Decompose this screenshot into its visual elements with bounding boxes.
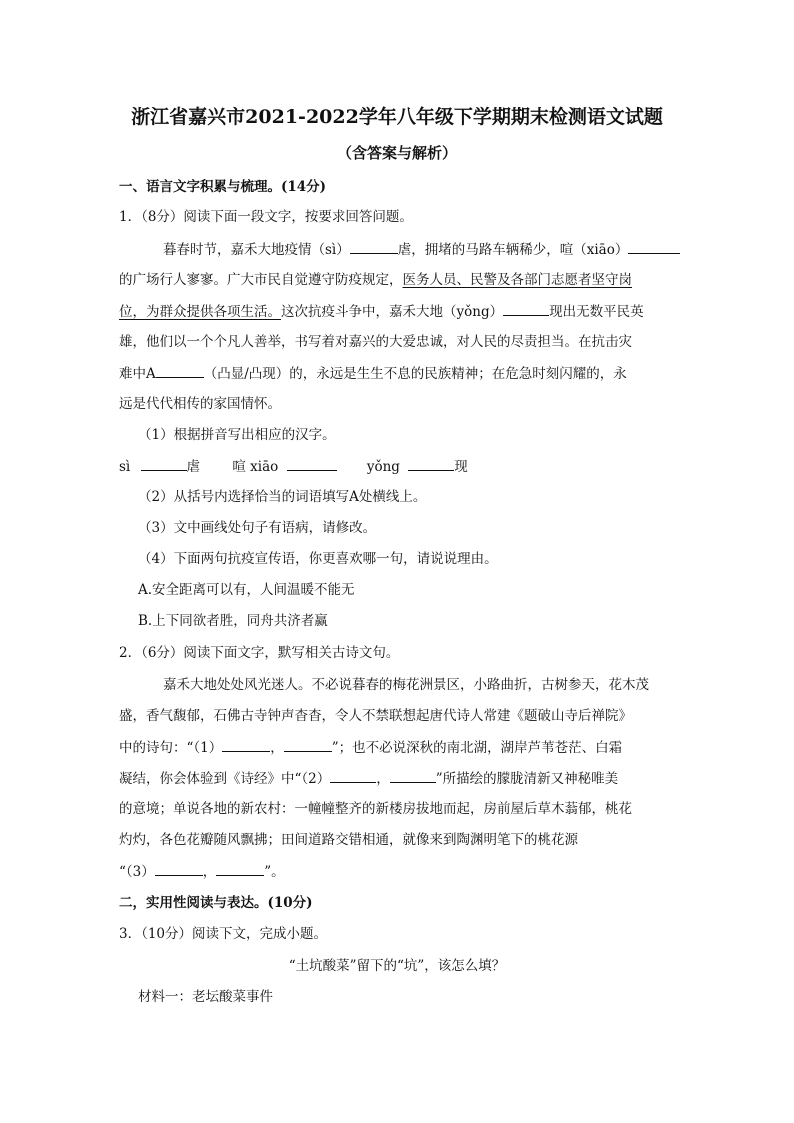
q2-text: ， xyxy=(202,864,217,880)
q2-text: 中的诗句：“（1） xyxy=(119,740,223,756)
answer-blank[interactable] xyxy=(330,768,376,783)
q1-text: 难中A xyxy=(119,366,156,382)
answer-blank[interactable] xyxy=(216,861,264,876)
answer-blank[interactable] xyxy=(350,239,398,254)
section-1-heading: 一、语言文字积累与梳理。(14分) xyxy=(119,179,327,195)
question-1-heading: 1．（8分）阅读下面一段文字，按要求回答问题。 xyxy=(119,209,413,225)
question-3-heading: 3．（10分）阅读下文，完成小题。 xyxy=(119,926,328,942)
answer-blank-a[interactable] xyxy=(156,363,204,378)
q2-passage-line-7 xyxy=(119,861,285,882)
q1-sub-question-2: （2）从括号内选择恰当的词语填写A处横线上。 xyxy=(138,489,427,505)
q1-text: 现 xyxy=(454,459,468,475)
q2-passage-line-1: 嘉禾大地处处风光迷人。不必说暮春的梅花洲景区，小路曲折，古树参天，花木茂 xyxy=(163,677,649,693)
option-b: B.上下同欲者胜，同舟共济者赢 xyxy=(138,613,328,629)
q1-passage-line-5 xyxy=(119,363,627,384)
q1-text: 虐，拥堵的马路车辆稀少，喧（xiāo） xyxy=(397,242,629,258)
underlined-sentence: 医务人员、民警及各部门志愿者坚守岗 xyxy=(402,272,632,288)
q2-text: 凝结，你会体验到《诗经》中“（2） xyxy=(119,771,331,787)
q1-text: 暮春时节，嘉禾大地疫情（sì） xyxy=(163,242,350,258)
q1-passage-line-2 xyxy=(119,270,632,290)
q2-text: ， xyxy=(376,771,390,787)
pinyin-xiao: 喧 xiāo xyxy=(232,459,279,475)
q1-passage-line-6: 远是代代相传的家国情怀。 xyxy=(119,396,281,412)
q1-sub-question-4: （4）下面两句抗疫宣传语，你更喜欢哪一句，请说说理由。 xyxy=(138,551,498,567)
answer-blank[interactable] xyxy=(408,456,454,471)
document-subtitle: （含答案与解析） xyxy=(336,144,457,162)
answer-blank[interactable] xyxy=(390,768,436,783)
q1-text: 的广场行人寥寥。广大市民自觉遵守防疫规定， xyxy=(119,272,403,288)
article-title: “土坑酸菜”留下的“坑”，该怎么填？ xyxy=(288,958,506,974)
q2-passage-line-3 xyxy=(119,737,622,758)
pinyin-row xyxy=(119,456,468,477)
section-2-heading: 二，实用性阅读与表达。(10分) xyxy=(119,895,313,911)
q1-sub-question-1: （1）根据拼音写出相应的汉字。 xyxy=(138,427,336,443)
answer-blank[interactable] xyxy=(503,301,549,316)
q2-text: ”；也不必说深秋的南北湖，湖岸芦苇苍茫、白霜 xyxy=(331,740,623,756)
q1-text: 虐 xyxy=(186,459,201,475)
answer-blank[interactable] xyxy=(287,456,337,471)
q2-text: ”所描绘的朦胧清新又神秘唯美 xyxy=(435,771,619,787)
question-2-heading: 2．（6分）阅读下面文字，默写相关古诗文句。 xyxy=(119,645,400,661)
answer-blank[interactable] xyxy=(141,456,187,471)
q1-passage-line-3 xyxy=(119,301,644,322)
q1-text: 现出无数平民英 xyxy=(549,304,644,320)
q1-text: （凸显/凸现）的，永远是生生不息的民族精神；在危急时刻闪耀的，永 xyxy=(203,366,627,382)
answer-blank[interactable] xyxy=(284,737,332,752)
q2-passage-line-5: 的意境；单说各地的新农村：一幢幢整齐的新楼房拔地而起，房前屋后草木蓊郁，桃花 xyxy=(119,801,632,817)
pinyin-yong: yǒng xyxy=(366,459,400,475)
underlined-sentence: 位，为群众提供各项生活。 xyxy=(119,304,281,320)
q2-text: ”。 xyxy=(264,864,285,880)
answer-blank[interactable] xyxy=(155,861,203,876)
option-a: A.安全距离可以有，人间温暖不能无 xyxy=(138,582,355,598)
q2-passage-line-2: 盛，香气馥郁，石佛古寺钟声杳杳，令人不禁联想起唐代诗人常建《题破山寺后禅院》 xyxy=(119,708,632,724)
q2-passage-line-6: 灼灼，各色花瓣随风飘拂；田间道路交错相通，就像来到陶渊明笔下的桃花源 xyxy=(119,832,578,848)
q2-passage-line-4 xyxy=(119,768,618,789)
q1-passage-line-1 xyxy=(163,239,680,260)
answer-blank[interactable] xyxy=(222,737,270,752)
material-1-label: 材料一：老坛酸菜事件 xyxy=(138,989,273,1005)
q1-passage-line-4: 雄，他们以一个个凡人善举，书写着对嘉兴的大爱忠诚，对人民的尽责担当。在抗击灾 xyxy=(119,334,632,350)
q2-text: “（3） xyxy=(119,864,155,880)
q2-text: ， xyxy=(270,740,284,756)
document-title: 浙江省嘉兴市2021-2022学年八年级下学期期末检测语文试题 xyxy=(131,106,663,128)
q1-text: 这次抗疫斗争中，嘉禾大地（yǒng） xyxy=(281,304,504,320)
answer-blank[interactable] xyxy=(628,239,680,254)
pinyin-si: sì xyxy=(119,459,131,475)
q1-sub-question-3: （3）文中画线处句子有语病，请修改。 xyxy=(138,520,377,536)
